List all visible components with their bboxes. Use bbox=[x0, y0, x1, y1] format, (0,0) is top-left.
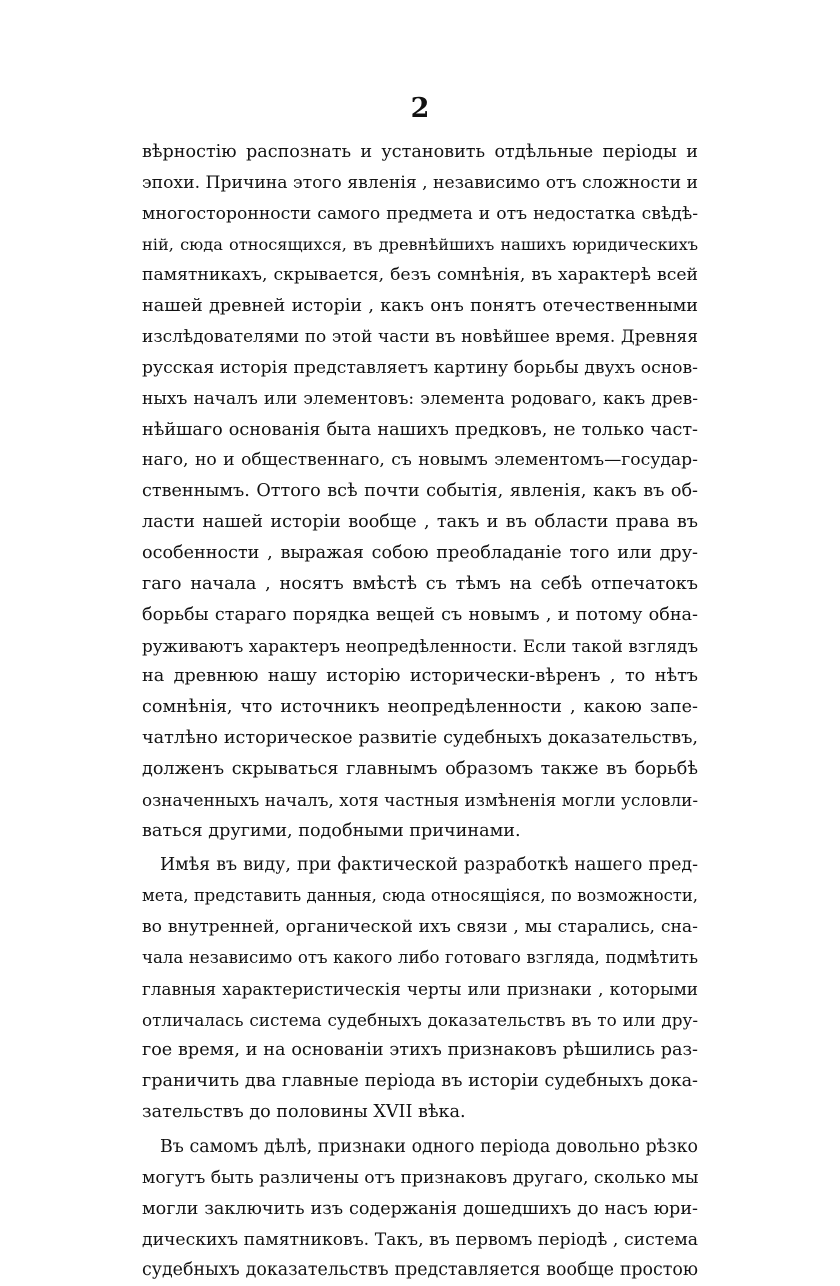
page-number: 2 bbox=[410, 93, 430, 124]
body-text bbox=[142, 137, 698, 1286]
text-line: гаго начала , носятъ вмѣстѣ съ тѣмъ на себѣ отпечатокъ bbox=[142, 573, 698, 594]
text-line: судебныхъ доказательствъ представляется вообще простою bbox=[142, 1260, 698, 1281]
text-line: главныя характеристическія черты или признаки , которыми bbox=[142, 978, 698, 999]
text-line: ныхъ началъ или элементовъ: элемента родоваго, какъ древ- bbox=[142, 388, 698, 409]
text-line: граничить два главные періода въ исторіи судебныхъ дока- bbox=[142, 1071, 698, 1092]
text-line: Въ самомъ дѣлѣ, признаки одного періода довольно рѣзко bbox=[160, 1137, 698, 1157]
text-line: отличалась система судебныхъ доказательствъ въ то или дру- bbox=[142, 1009, 698, 1030]
text-line: зательствъ до половины XVII вѣка. bbox=[142, 1102, 466, 1123]
paragraph-2 bbox=[142, 850, 698, 1128]
text-line: многосторонности самого предмета и отъ недостатка свѣдѣ- bbox=[142, 203, 698, 224]
text-line: могутъ быть различены отъ признаковъ другаго, сколько мы bbox=[142, 1167, 698, 1188]
text-line: наго, но и общественнаго, съ новымъ элементомъ—государ- bbox=[142, 450, 698, 471]
text-line: нѣйшаго основанія быта нашихъ предковъ, не только част- bbox=[142, 419, 698, 440]
text-line: ласти нашей исторіи вообще , такъ и въ области права въ bbox=[142, 512, 698, 533]
text-line: чала независимо отъ какого либо готоваго взгляда, подмѣтить bbox=[142, 947, 698, 967]
text-line: чатлѣно историческое развитіе судебныхъ доказательствъ, bbox=[142, 728, 698, 749]
text-line: памятникахъ, скрывается, безъ сомнѣнія, въ характерѣ всей bbox=[142, 265, 698, 286]
text-line: изслѣдователями по этой части въ новѣйшее время. Древняя bbox=[142, 327, 698, 348]
text-line: руживаютъ характеръ неопредѣленности. Если такой взглядъ bbox=[142, 635, 698, 656]
text-line: особенности , выражая собою преобладаніе того или дру- bbox=[142, 542, 698, 563]
text-line: гое время, и на основаніи этихъ признаковъ рѣшились раз- bbox=[142, 1040, 698, 1061]
text-line: ваться другими, подобными причинами. bbox=[142, 820, 521, 841]
text-line: во внутренней, органической ихъ связи , мы старались, сна- bbox=[142, 917, 698, 938]
text-line: борьбы стараго порядка вещей съ новымъ , и потому обна- bbox=[142, 604, 698, 625]
text-line: мета, представить данныя, сюда относящіяся, по возможности, bbox=[142, 886, 698, 906]
paragraph-3 bbox=[142, 1132, 698, 1286]
text-line: долженъ скрываться главнымъ образомъ также въ борьбѣ bbox=[142, 758, 698, 779]
text-line: эпохи. Причина этого явленія , независимо отъ сложности и bbox=[142, 172, 698, 193]
text-line: дическихъ памятниковъ. Такъ, въ первомъ періодѣ , система bbox=[142, 1229, 698, 1250]
text-line: нашей древней исторіи , какъ онъ понятъ отечественными bbox=[142, 296, 698, 317]
text-line: Имѣя въ виду, при фактической разработкѣ нашего пред- bbox=[160, 855, 698, 876]
text-line: ственнымъ. Оттого всѣ почти событія, явленія, какъ въ об- bbox=[142, 481, 698, 502]
text-line: означенныхъ началъ, хотя частныя измѣненія могли условли- bbox=[142, 789, 698, 810]
text-line: русская исторія представляетъ картину борьбы двухъ основ- bbox=[142, 357, 698, 378]
text-line: могли заключить изъ содержанія дошедшихъ до насъ юри- bbox=[142, 1198, 698, 1219]
text-line: вѣрностію распознать и установить отдѣльные періоды и bbox=[142, 142, 698, 162]
text-line: на древнюю нашу исторію исторически-вѣренъ , то нѣтъ bbox=[142, 666, 698, 687]
paragraph-1 bbox=[142, 137, 698, 846]
text-line: сомнѣнія, что источникъ неопредѣленности , какою запе- bbox=[142, 697, 698, 718]
text-line: ній, сюда относящихся, въ древнѣйшихъ нашихъ юридическихъ bbox=[142, 234, 698, 254]
